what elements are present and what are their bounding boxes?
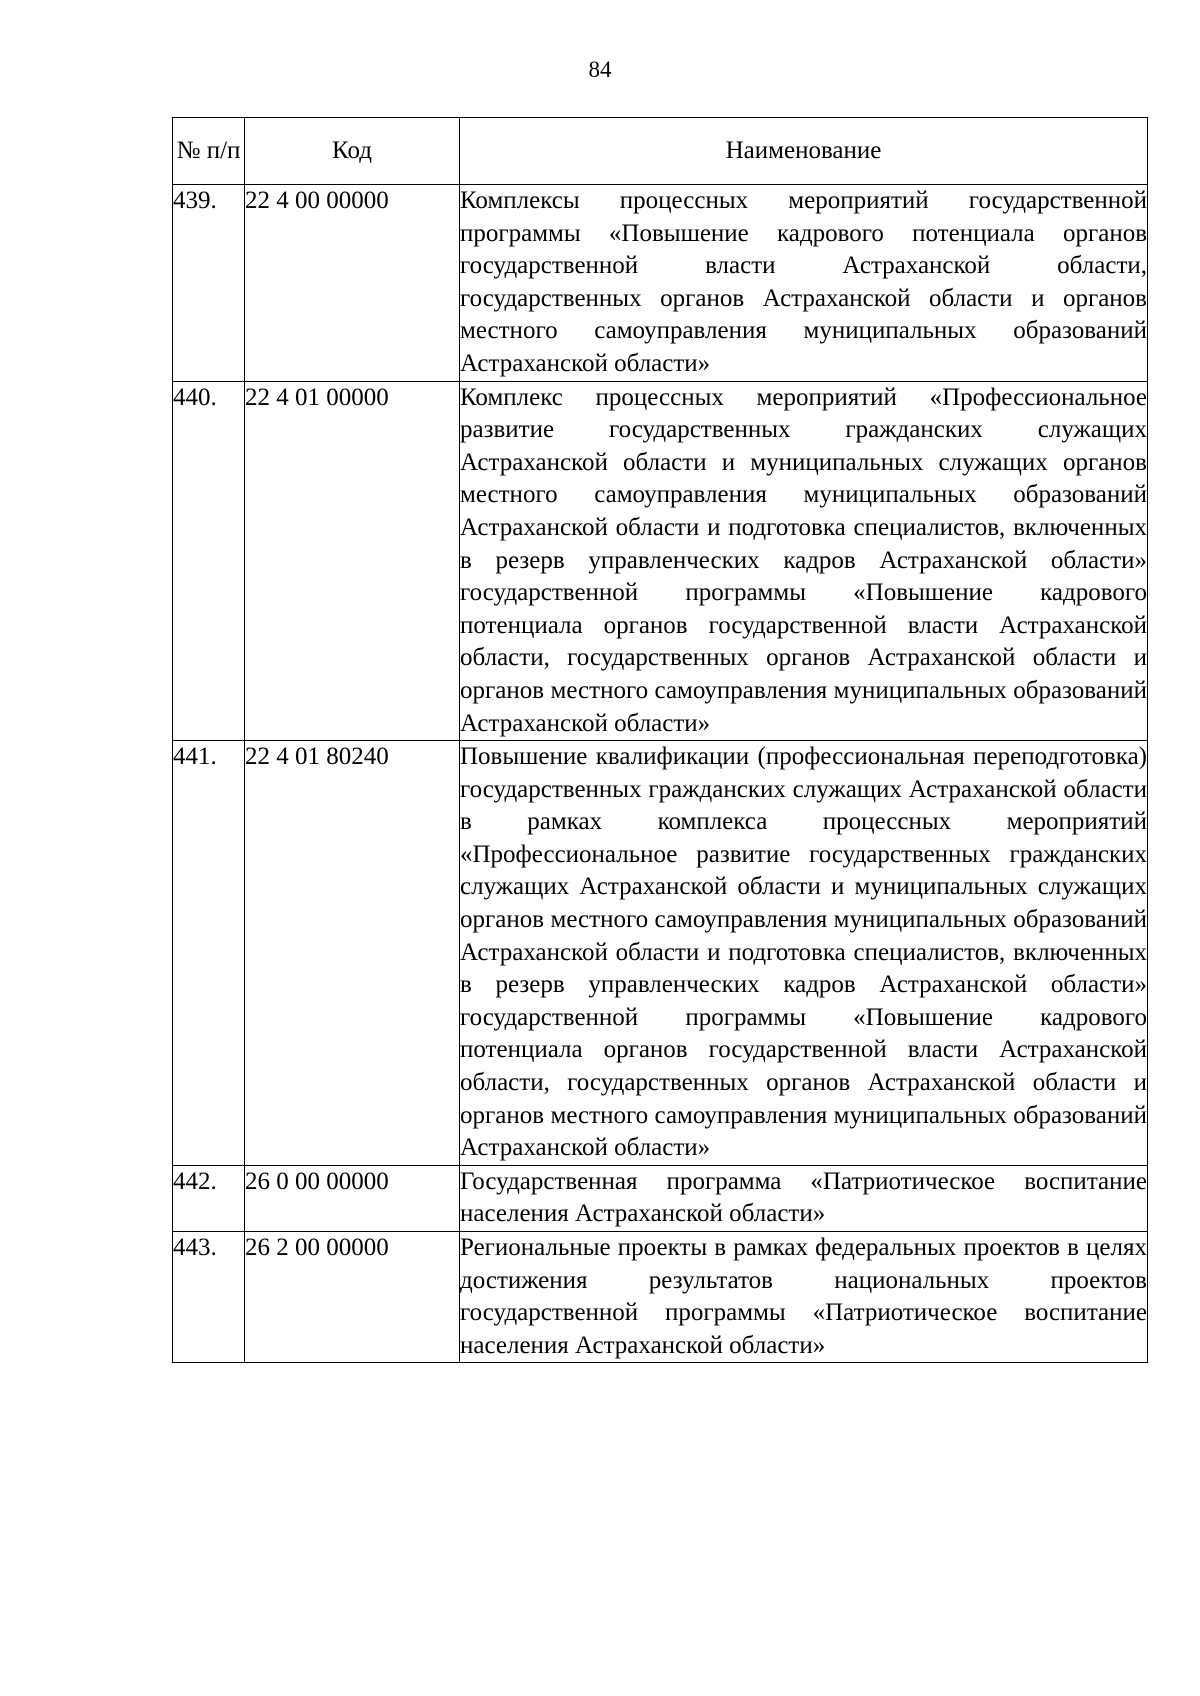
row-name xyxy=(460,741,1148,1166)
table-row xyxy=(173,1232,1148,1363)
row-name xyxy=(460,1232,1148,1363)
row-number: 441. xyxy=(173,741,245,1166)
header-name: Наименование xyxy=(460,118,1148,185)
row-name xyxy=(460,185,1148,382)
row-code: 22 4 01 80240 xyxy=(245,741,460,1166)
row-name-text: Государственная программа «Патриотическое воспитание населения Астраханской области» xyxy=(460,1167,1147,1228)
table-row xyxy=(173,381,1148,741)
row-code: 26 0 00 00000 xyxy=(245,1165,460,1231)
registry-table xyxy=(172,117,1148,1363)
row-number: 442. xyxy=(173,1165,245,1231)
row-name xyxy=(460,381,1148,741)
page-number: 84 xyxy=(588,57,612,82)
row-name-text: Комплексы процессных мероприятий государственной программы «Повышение кадрового потенциала органов государственной власти Астраханской области, государственных органов Астраханской области и органов местного самоуправления муниципальных образований Астраханской области» xyxy=(460,187,1147,377)
row-name xyxy=(460,1165,1148,1231)
row-code: 22 4 01 00000 xyxy=(245,381,460,741)
row-number: 440. xyxy=(173,381,245,741)
row-number: 439. xyxy=(173,185,245,382)
row-name-text: Региональные проекты в рамках федеральных проектов в целях достижения результатов национальных проектов государственной программы «Патриотическое воспитание населения Астраханской области» xyxy=(460,1234,1147,1359)
table-row xyxy=(173,1165,1148,1231)
row-code: 22 4 00 00000 xyxy=(245,185,460,382)
row-code: 26 2 00 00000 xyxy=(245,1232,460,1363)
header-num: № п/п xyxy=(173,118,245,185)
header-code: Код xyxy=(245,118,460,185)
table-row xyxy=(173,185,1148,382)
table-header-row xyxy=(173,118,1148,185)
row-name-text: Комплекс процессных мероприятий «Профессиональное развитие государственных гражданских служащих Астраханской области и муниципальных служащих органов местного самоуправления муниципальных образований Астраханской области и подготовка специалистов, включенных в резерв управленческих кадров Астраханской области» государственной программы «Повышение кадрового потенциала органов государственной власти Астраханской области, государственных органов Астраханской области и органов местного самоуправления муниципальных образований Астраханской области» xyxy=(460,383,1147,737)
row-name-text: Повышение квалификации (профессиональная переподготовка) государственных гражданских служащих Астраханской области в рамках комплекса процессных мероприятий «Профессиональное развитие государственных гражданских служащих Астраханской области и муниципальных служащих органов местного самоуправления муниципальных образований Астраханской области и подготовка специалистов, включенных в резерв управленческих кадров Астраханской области» государственной программы «Повышение кадрового потенциала органов государственной власти Астраханской области, государственных органов Астраханской области и органов местного самоуправления муниципальных образований Астраханской области» xyxy=(460,743,1147,1162)
table-row xyxy=(173,741,1148,1166)
row-number: 443. xyxy=(173,1232,245,1363)
